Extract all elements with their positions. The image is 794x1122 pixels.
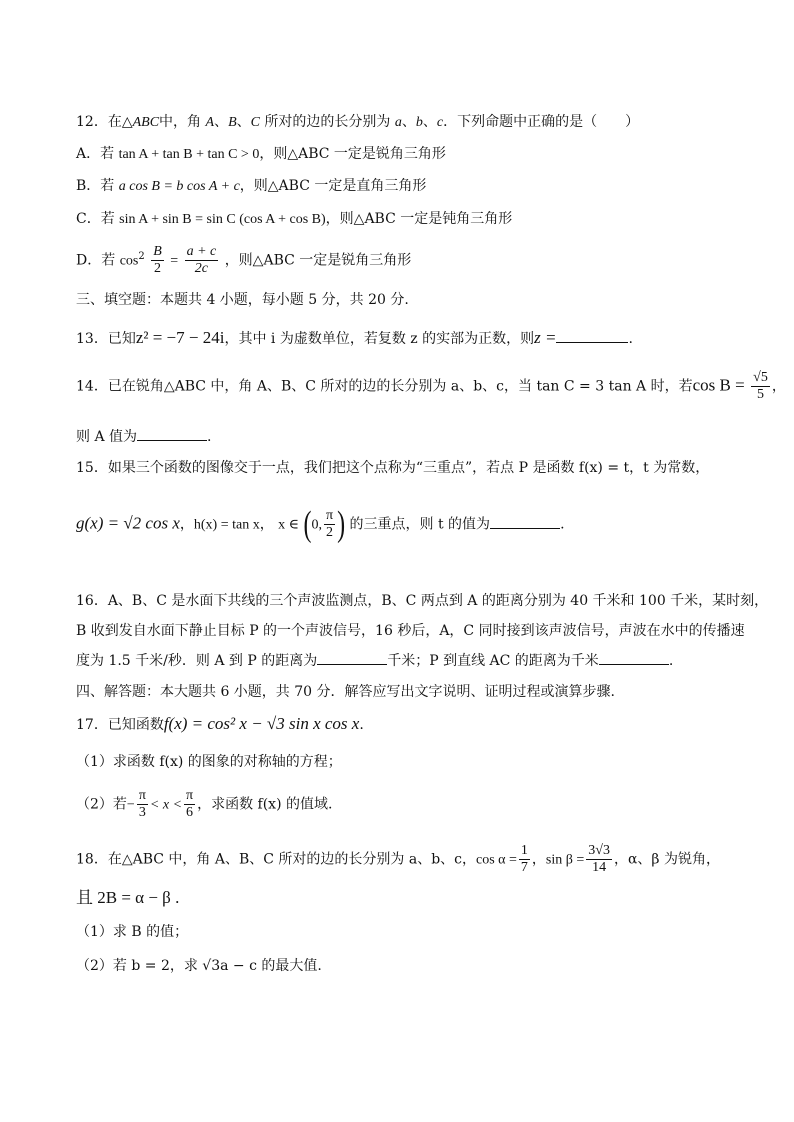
q12-option-b: B．若 a cos B = b cos A + c，则△ABC 一定是直角三角形: [76, 178, 427, 194]
q16-answer-blank-2[interactable]: [599, 650, 669, 665]
fraction-a-plus-c-over-2c: $\frac{a + c}{2c}$: [186, 244, 217, 276]
fraction-3sqrt3-over-14: $\frac{3√3}{14}$: [588, 843, 610, 875]
fraction-1-over-7: $\frac{1}{7}$: [520, 843, 528, 875]
q15-line1: 15．如果三个函数的图像交于一点，我们把这个点称为“三重点”，若点 P 是函数 f(x) = t，t 为常数，: [76, 460, 710, 476]
q13-answer-blank[interactable]: [556, 328, 628, 343]
q18-line2: 且 2B = α − β .: [76, 888, 180, 907]
q17-stem: 17．已知函数f(x) = cos² x − √3 sin x cos x.: [76, 714, 364, 733]
q18-part1: （1）求 B 的值；: [76, 924, 189, 940]
q12-option-c: C．若 sin A + sin B = sin C (cos A + cos B)，则△ABC 一定是钝角三角形: [76, 211, 513, 227]
fraction-sqrt5-over-5: $\frac{√5}{5}$: [753, 370, 768, 402]
fraction-pi-over-3: $\frac{\pi}{3}$: [138, 788, 146, 820]
q15-answer-blank[interactable]: [490, 514, 560, 529]
section-4-heading: 四、解答题：本大题共 6 小题，共 70 分．解答应写出文字说明、证明过程或演算步骤.: [76, 684, 615, 700]
q17-part1: （1）求函数 f(x) 的图象的对称轴的方程；: [76, 754, 342, 770]
q14-answer-blank[interactable]: [137, 426, 207, 441]
fraction-pi-over-6: $\frac{\pi}{6}$: [186, 788, 194, 820]
q16-line2: B 收到发自水面下静止目标 P 的一个声波信号，16 秒后，A，C 同时接到该声波信号，声波在水中的传播速: [76, 623, 745, 639]
q13: 13．已知z² = −7 − 24i，其中 i 为虚数单位，若复数 z 的实部为正数，则z = .: [76, 328, 633, 347]
q14-line2: 则 A 值为 .: [76, 426, 211, 447]
fraction-pi-over-2: $\frac{\pi}{2}$: [326, 508, 334, 540]
q18-line1: 18．在△ABC 中，角 A、B、C 所对的边的长分别为 a、b、c，cos α = $\frac{1}{7}$ ，sin β = $\frac{3√3}{14}$ ，α、β 为锐角，: [76, 843, 720, 875]
q18-part2: （2）若 b = 2，求 √3a − c 的最大值.: [76, 958, 322, 974]
q15-line2: g(x) = √2 cos x，h(x) = tan x， x ∈ (0, $\frac{\pi}{2}$ ) 的三重点，则 t 的值为 .: [76, 505, 565, 544]
q16-answer-blank-1[interactable]: [317, 650, 387, 665]
q16-line1: 16．A、B、C 是水面下共线的三个声波监测点，B、C 两点到 A 的距离分别为 40 千米和 100 千米，某时刻，: [76, 593, 769, 609]
q17-part2: （2）若− $\frac{\pi}{3}$ < x < $\frac{\pi}{6}$ ，求函数 f(x) 的值域.: [76, 788, 333, 820]
q12-option-a: A．若 tan A + tan B + tan C > 0，则△ABC 一定是锐角三角形: [76, 146, 446, 162]
q16-line3: 度为 1.5 千米/秒．则 A 到 P 的距离为 千米；P 到直线 AC 的距离为千米 .: [76, 650, 673, 671]
section-3-heading: 三、填空题：本题共 4 小题，每小题 5 分，共 20 分.: [76, 292, 409, 308]
q12-stem: 12．在△ABC中，角 A、B、C 所对的边的长分别为 a、b、c．下列命题中正确的是（ ）: [76, 114, 640, 130]
fraction-b-over-2: $\frac{B}{2}$: [153, 244, 162, 276]
q14-line1: 14．已在锐角△ABC 中，角 A、B、C 所对的边的长分别为 a、b、c，当 tan C = 3 tan A 时，若cos B = $\frac{√5}{5}$ ，: [76, 370, 786, 402]
q12-option-d: D．若 $\cos^2$ $\frac{B}{2}$ = $\frac{a + c}{2c}$ ，则△ABC 一定是锐角三角形: [76, 244, 412, 276]
